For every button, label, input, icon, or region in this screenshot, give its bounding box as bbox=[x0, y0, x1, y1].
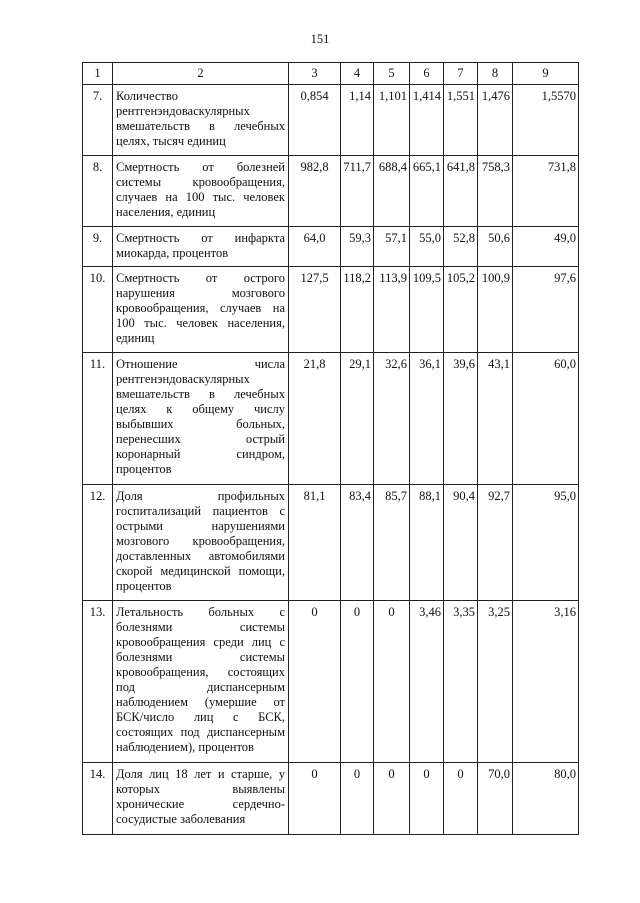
value-cell: 64,0 bbox=[289, 227, 341, 267]
value-cell: 52,8 bbox=[444, 227, 478, 267]
row-description: Отношение числа рентгенэндоваскулярных вмешательств в лечебных целях к общему числу выбывших больных, перенесших острый коронарный синдром, процентов bbox=[113, 353, 289, 485]
table-row bbox=[83, 353, 579, 485]
row-description: Количество рентгенэндоваскулярных вмешательств в лечебных целях, тысяч единиц bbox=[113, 85, 289, 156]
header-cell: 2 bbox=[113, 63, 289, 85]
value-cell: 758,3 bbox=[478, 156, 513, 227]
row-number: 9. bbox=[83, 227, 113, 267]
value-cell: 1,14 bbox=[341, 85, 374, 156]
table-row bbox=[83, 227, 579, 267]
value-cell: 1,476 bbox=[478, 85, 513, 156]
value-cell: 665,1 bbox=[410, 156, 444, 227]
value-cell: 97,6 bbox=[513, 267, 579, 353]
value-cell: 36,1 bbox=[410, 353, 444, 485]
header-cell: 6 bbox=[410, 63, 444, 85]
value-cell: 3,25 bbox=[478, 601, 513, 763]
value-cell: 88,1 bbox=[410, 485, 444, 601]
header-cell: 7 bbox=[444, 63, 478, 85]
table-row bbox=[83, 763, 579, 835]
value-cell: 50,6 bbox=[478, 227, 513, 267]
table-row bbox=[83, 601, 579, 763]
value-cell: 95,0 bbox=[513, 485, 579, 601]
value-cell: 0 bbox=[341, 763, 374, 835]
value-cell: 641,8 bbox=[444, 156, 478, 227]
value-cell: 32,6 bbox=[374, 353, 410, 485]
value-cell: 0 bbox=[444, 763, 478, 835]
value-cell: 118,2 bbox=[341, 267, 374, 353]
value-cell: 731,8 bbox=[513, 156, 579, 227]
value-cell: 29,1 bbox=[341, 353, 374, 485]
value-cell: 127,5 bbox=[289, 267, 341, 353]
value-cell: 21,8 bbox=[289, 353, 341, 485]
value-cell: 0 bbox=[289, 763, 341, 835]
header-cell: 3 bbox=[289, 63, 341, 85]
table-row bbox=[83, 267, 579, 353]
value-cell: 1,551 bbox=[444, 85, 478, 156]
header-cell: 5 bbox=[374, 63, 410, 85]
value-cell: 1,414 bbox=[410, 85, 444, 156]
header-cell: 8 bbox=[478, 63, 513, 85]
value-cell: 105,2 bbox=[444, 267, 478, 353]
row-number: 7. bbox=[83, 85, 113, 156]
header-row bbox=[83, 63, 579, 85]
value-cell: 55,0 bbox=[410, 227, 444, 267]
value-cell: 81,1 bbox=[289, 485, 341, 601]
value-cell: 100,9 bbox=[478, 267, 513, 353]
value-cell: 3,35 bbox=[444, 601, 478, 763]
indicators-table bbox=[82, 62, 579, 835]
row-description: Летальность больных с болезнями системы кровообращения среди лиц с болезнями системы кровообращения, состоящих под диспансерным наблюдением (умершие от БСК/число лиц с БСК, состоящих под диспансерным наблюдением), процентов bbox=[113, 601, 289, 763]
table-row bbox=[83, 85, 579, 156]
value-cell: 688,4 bbox=[374, 156, 410, 227]
value-cell: 0 bbox=[289, 601, 341, 763]
value-cell: 0,854 bbox=[289, 85, 341, 156]
row-number: 10. bbox=[83, 267, 113, 353]
row-description: Смертность от болезней системы кровообращения, случаев на 100 тыс. человек населения, единиц bbox=[113, 156, 289, 227]
row-description: Доля лиц 18 лет и старше, у которых выявлены хронические сердечно-сосудистые заболевания bbox=[113, 763, 289, 835]
value-cell: 109,5 bbox=[410, 267, 444, 353]
value-cell: 982,8 bbox=[289, 156, 341, 227]
value-cell: 85,7 bbox=[374, 485, 410, 601]
value-cell: 80,0 bbox=[513, 763, 579, 835]
value-cell: 0 bbox=[374, 763, 410, 835]
row-number: 12. bbox=[83, 485, 113, 601]
header-cell: 9 bbox=[513, 63, 579, 85]
header-cell: 4 bbox=[341, 63, 374, 85]
value-cell: 43,1 bbox=[478, 353, 513, 485]
header-cell: 1 bbox=[83, 63, 113, 85]
row-number: 14. bbox=[83, 763, 113, 835]
value-cell: 0 bbox=[410, 763, 444, 835]
value-cell: 3,16 bbox=[513, 601, 579, 763]
page-number: 151 bbox=[310, 32, 330, 46]
row-number: 13. bbox=[83, 601, 113, 763]
value-cell: 92,7 bbox=[478, 485, 513, 601]
value-cell: 59,3 bbox=[341, 227, 374, 267]
value-cell: 60,0 bbox=[513, 353, 579, 485]
value-cell: 90,4 bbox=[444, 485, 478, 601]
value-cell: 0 bbox=[341, 601, 374, 763]
table-row bbox=[83, 485, 579, 601]
value-cell: 3,46 bbox=[410, 601, 444, 763]
value-cell: 1,101 bbox=[374, 85, 410, 156]
row-description: Смертность от инфаркта миокарда, процентов bbox=[113, 227, 289, 267]
value-cell: 57,1 bbox=[374, 227, 410, 267]
row-number: 8. bbox=[83, 156, 113, 227]
value-cell: 49,0 bbox=[513, 227, 579, 267]
value-cell: 1,5570 bbox=[513, 85, 579, 156]
value-cell: 0 bbox=[374, 601, 410, 763]
row-description: Смертность от острого нарушения мозгового кровообращения, случаев на 100 тыс. человек населения, единиц bbox=[113, 267, 289, 353]
value-cell: 70,0 bbox=[478, 763, 513, 835]
row-description: Доля профильных госпитализаций пациентов с острыми нарушениями мозгового кровообращения, доставленных автомобилями скорой медицинской помощи, процентов bbox=[113, 485, 289, 601]
value-cell: 39,6 bbox=[444, 353, 478, 485]
value-cell: 711,7 bbox=[341, 156, 374, 227]
row-number: 11. bbox=[83, 353, 113, 485]
value-cell: 83,4 bbox=[341, 485, 374, 601]
table-row bbox=[83, 156, 579, 227]
value-cell: 113,9 bbox=[374, 267, 410, 353]
